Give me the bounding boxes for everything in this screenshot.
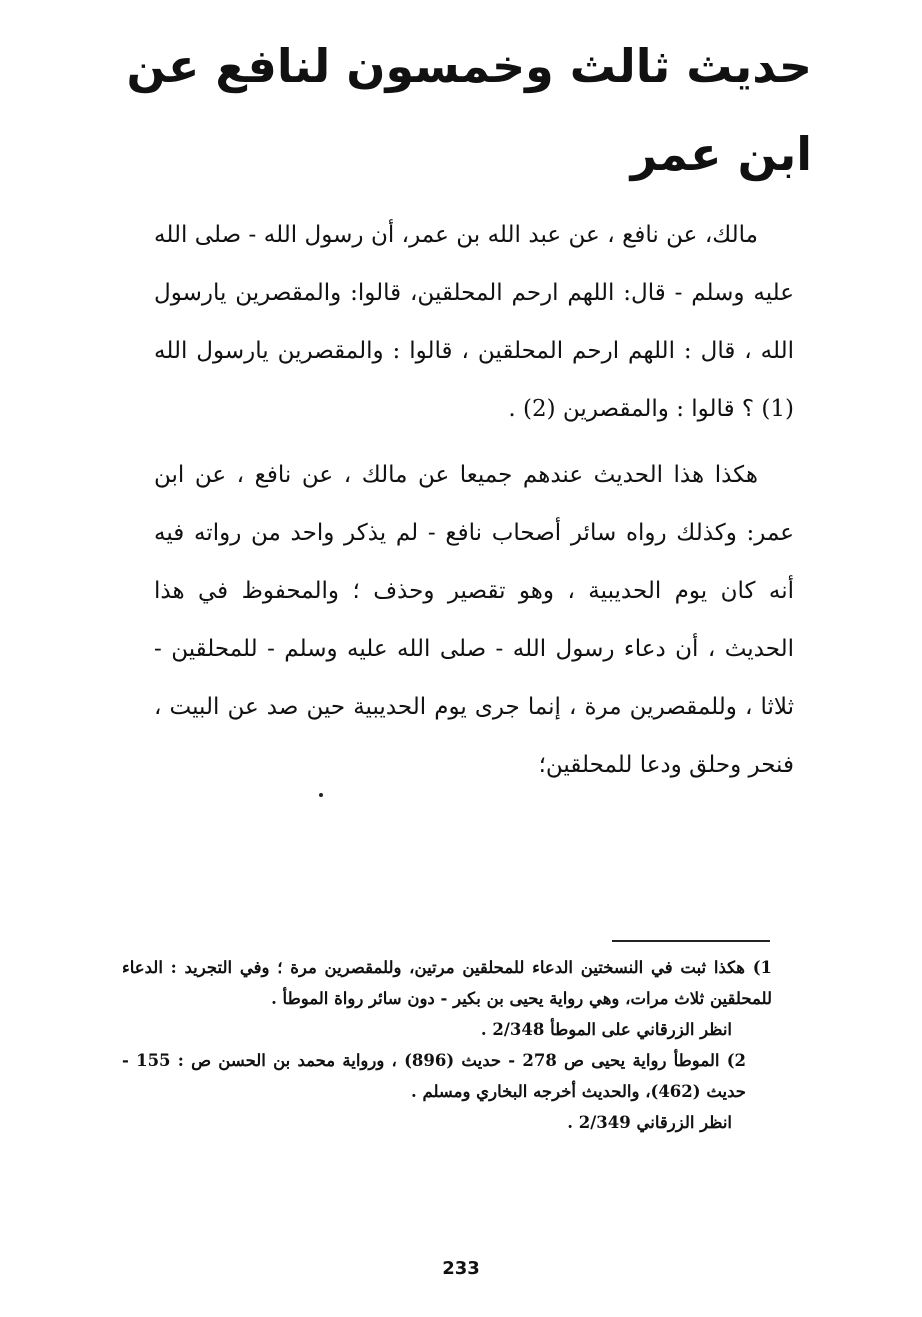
main-text [154, 206, 794, 802]
footnote-1: 1) هكذا ثبت في النسختين الدعاء للمحلقين مرتين، وللمقصرين مرة ؛ وفي التجريد : الدعاء للمحلقين ثلاث مرات، وهي رواية يحيى بن بكير - دون سائر رواة الموطأ . [122, 958, 772, 1008]
paragraph-commentary: هكذا هذا الحديث عندهم جميعا عن مالك ، عن نافع ، عن ابن عمر: وكذلك رواه سائر أصحاب نافع - لم يذكر واحد من رواته فيه أنه كان يوم الحديبية ، وهو تقصير وحذف ؛ والمحفوظ في هذا الحديث ، أن دعاء رسول الله - صلى الله عليه وسلم - للمحلقين - ثلاثا ، وللمقصرين مرة ، إنما جرى يوم الحديبية حين صد عن البيت ، فنحر وحلق ودعا للمحلقين؛ [154, 462, 794, 778]
footnote-divider [612, 940, 770, 942]
paragraph-hadith: مالك، عن نافع ، عن عبد الله بن عمر، أن رسول الله - صلى الله عليه وسلم - قال: اللهم ارحم المحلقين، قالوا: والمقصرين يارسول الله ، قال : اللهم ارحم المحلقين ، قالوا : والمقصرين يارسول الله (1) ؟ قالوا : والمقصرين (2) . [154, 222, 794, 422]
page-number: 233 [442, 1258, 480, 1279]
stray-mark [319, 793, 323, 797]
footnotes [122, 952, 772, 1138]
page-title: حديث ثالث وخمسون لنافع عن ابن عمر [126, 39, 812, 181]
footnote-2-reference: انظر الزرقاني 2/349 . [567, 1113, 732, 1132]
footnote-2: 2) الموطأ رواية يحيى ص 278 - حديث (896) ، ورواية محمد بن الحسن ص : 155 - حديث (462)، والحديث أخرجه البخاري ومسلم . [122, 1051, 747, 1101]
footnote-1-reference: انظر الزرقاني على الموطأ 2/348 . [480, 1020, 732, 1039]
